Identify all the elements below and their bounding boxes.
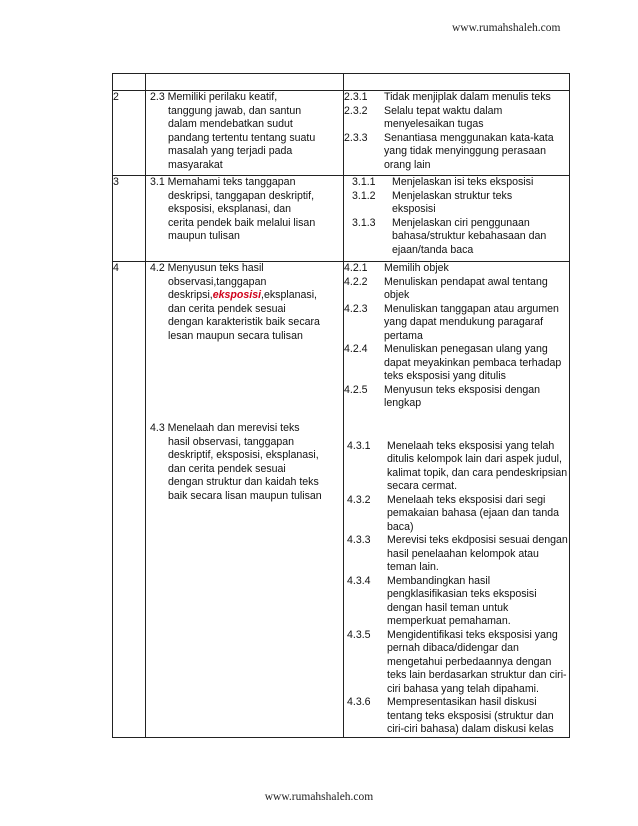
indicator-item: 3.1.2 Menjelaskan struktur teks eksposisi bbox=[352, 189, 513, 215]
indicator-item: 4.3.1 Menelaah teks eksposisi yang telah ditulis kelompok lain dari aspek judul, kalimat topik, dan cara pendeskripsian secara cermat. bbox=[347, 439, 568, 492]
indicator-item: 3.1.3 Menjelaskan ciri penggunaan bahasa/struktur kebahasaan dan ejaan/tanda baca bbox=[352, 216, 547, 256]
kd-table bbox=[112, 73, 570, 738]
indicator-item: 4.2.2 Menuliskan pendapat awal tentang objek bbox=[344, 275, 548, 301]
kd-cell: 2.3 Memiliki perilaku keatif, tanggung jawab, dan santun dalam mendebatkan sudut pandang tertentu tentang suatu masalah yang terjadi pada masyarakat bbox=[146, 91, 344, 176]
kd-title: 3.1 Memahami teks tanggapan bbox=[150, 176, 296, 188]
kd-title: 4.3 Menelaah dan merevisi teks bbox=[150, 422, 300, 434]
kd-cell: 3.1 Memahami teks tanggapan deskripsi, tanggapan deskriptif, eksposisi, eksplanasi, dan cerita pendek baik melalui lisan maupun tulisan bbox=[146, 176, 344, 262]
highlighted-term: eksposisi bbox=[212, 289, 262, 301]
table-row bbox=[113, 91, 570, 176]
indicator-item: 4.2.4 Menuliskan penegasan ulang yang dapat meyakinkan pembaca terhadap teks eksposisi yang ditulis bbox=[344, 343, 562, 382]
row-number: 2 bbox=[113, 91, 146, 176]
row-number: 4 bbox=[113, 262, 146, 738]
indicator-cell bbox=[344, 91, 570, 176]
page-footer-url: www.rumahshaleh.com bbox=[264, 791, 374, 803]
indicator-item: 2.3.3 Senantiasa menggunakan kata-kata yang tidak menyinggung perasaan orang lain bbox=[344, 131, 554, 171]
indicator-item: 4.3.5 Mengidentifikasi teks eksposisi yang pernah dibaca/didengar dan mengetahui perbedaannya dengan teks lain berdasarkan struktur dan ciri- ciri bahasa yang telah dipahami. bbox=[347, 628, 567, 695]
indicator-item: 4.3.2 Menelaah teks eksposisi dari segi pemakaian bahasa (ejaan dan tanda baca) bbox=[347, 493, 559, 533]
indicator-item: 4.3.3 Merevisi teks ekdposisi sesuai dengan hasil penelaahan kelompok atau teman lain. bbox=[347, 534, 568, 573]
indicator-item: 2.3.2 Selalu tepat waktu dalam menyelesaikan tugas bbox=[344, 104, 503, 130]
kd-title: 4.2 Menyusun teks hasil bbox=[150, 262, 264, 274]
row-number: 3 bbox=[113, 176, 146, 262]
table-row bbox=[113, 176, 570, 262]
indicator-item: 4.2.3 Menuliskan tanggapan atau argumen yang dapat mendukung paragaraf pertama bbox=[344, 302, 559, 342]
indicator-item: 4.3.4 Membandingkan hasil pengklasifikasian teks eksposisi dengan hasil teman untuk memperkuat pemahaman. bbox=[347, 574, 537, 627]
page-header-url: www.rumahshaleh.com bbox=[452, 22, 561, 34]
indicator-item: 4.3.6 Mempresentasikan hasil diskusi tentang teks eksposisi (struktur dan ciri-ciri bahasa) dalam diskusi kelas bbox=[347, 696, 554, 735]
indicator-item: 2.3.1 Tidak menjiplak dalam menulis teks bbox=[344, 91, 551, 103]
kd-cell: 4.2 Menyusun teks hasil observasi,tanggapan deskripsi,eksposisi,eksplanasi, dan cerita pendek sesuai dengan karakteristik baik secara lesan maupun secara tulisan 4.3 Menelaah dan merevisi teks hasil observasi, tanggapan deskriptif, eksposisi, eksplanasi, dan cerita pendek sesuai dengan struktur dan kaidah teks baik secara lisan maupun tulisan bbox=[146, 262, 344, 738]
table-row bbox=[113, 262, 570, 738]
indicator-item: 3.1.1 Menjelaskan isi teks eksposisi bbox=[352, 176, 534, 188]
indicator-item: 4.2.1 Memilih objek bbox=[344, 262, 449, 274]
indicator-cell bbox=[344, 262, 570, 738]
indicator-item: 4.2.5 Menyusun teks eksposisi dengan lengkap bbox=[344, 383, 541, 409]
indicator-cell bbox=[344, 176, 570, 262]
kd-title: 2.3 Memiliki perilaku keatif, bbox=[150, 91, 278, 103]
table-header-row bbox=[113, 74, 570, 91]
